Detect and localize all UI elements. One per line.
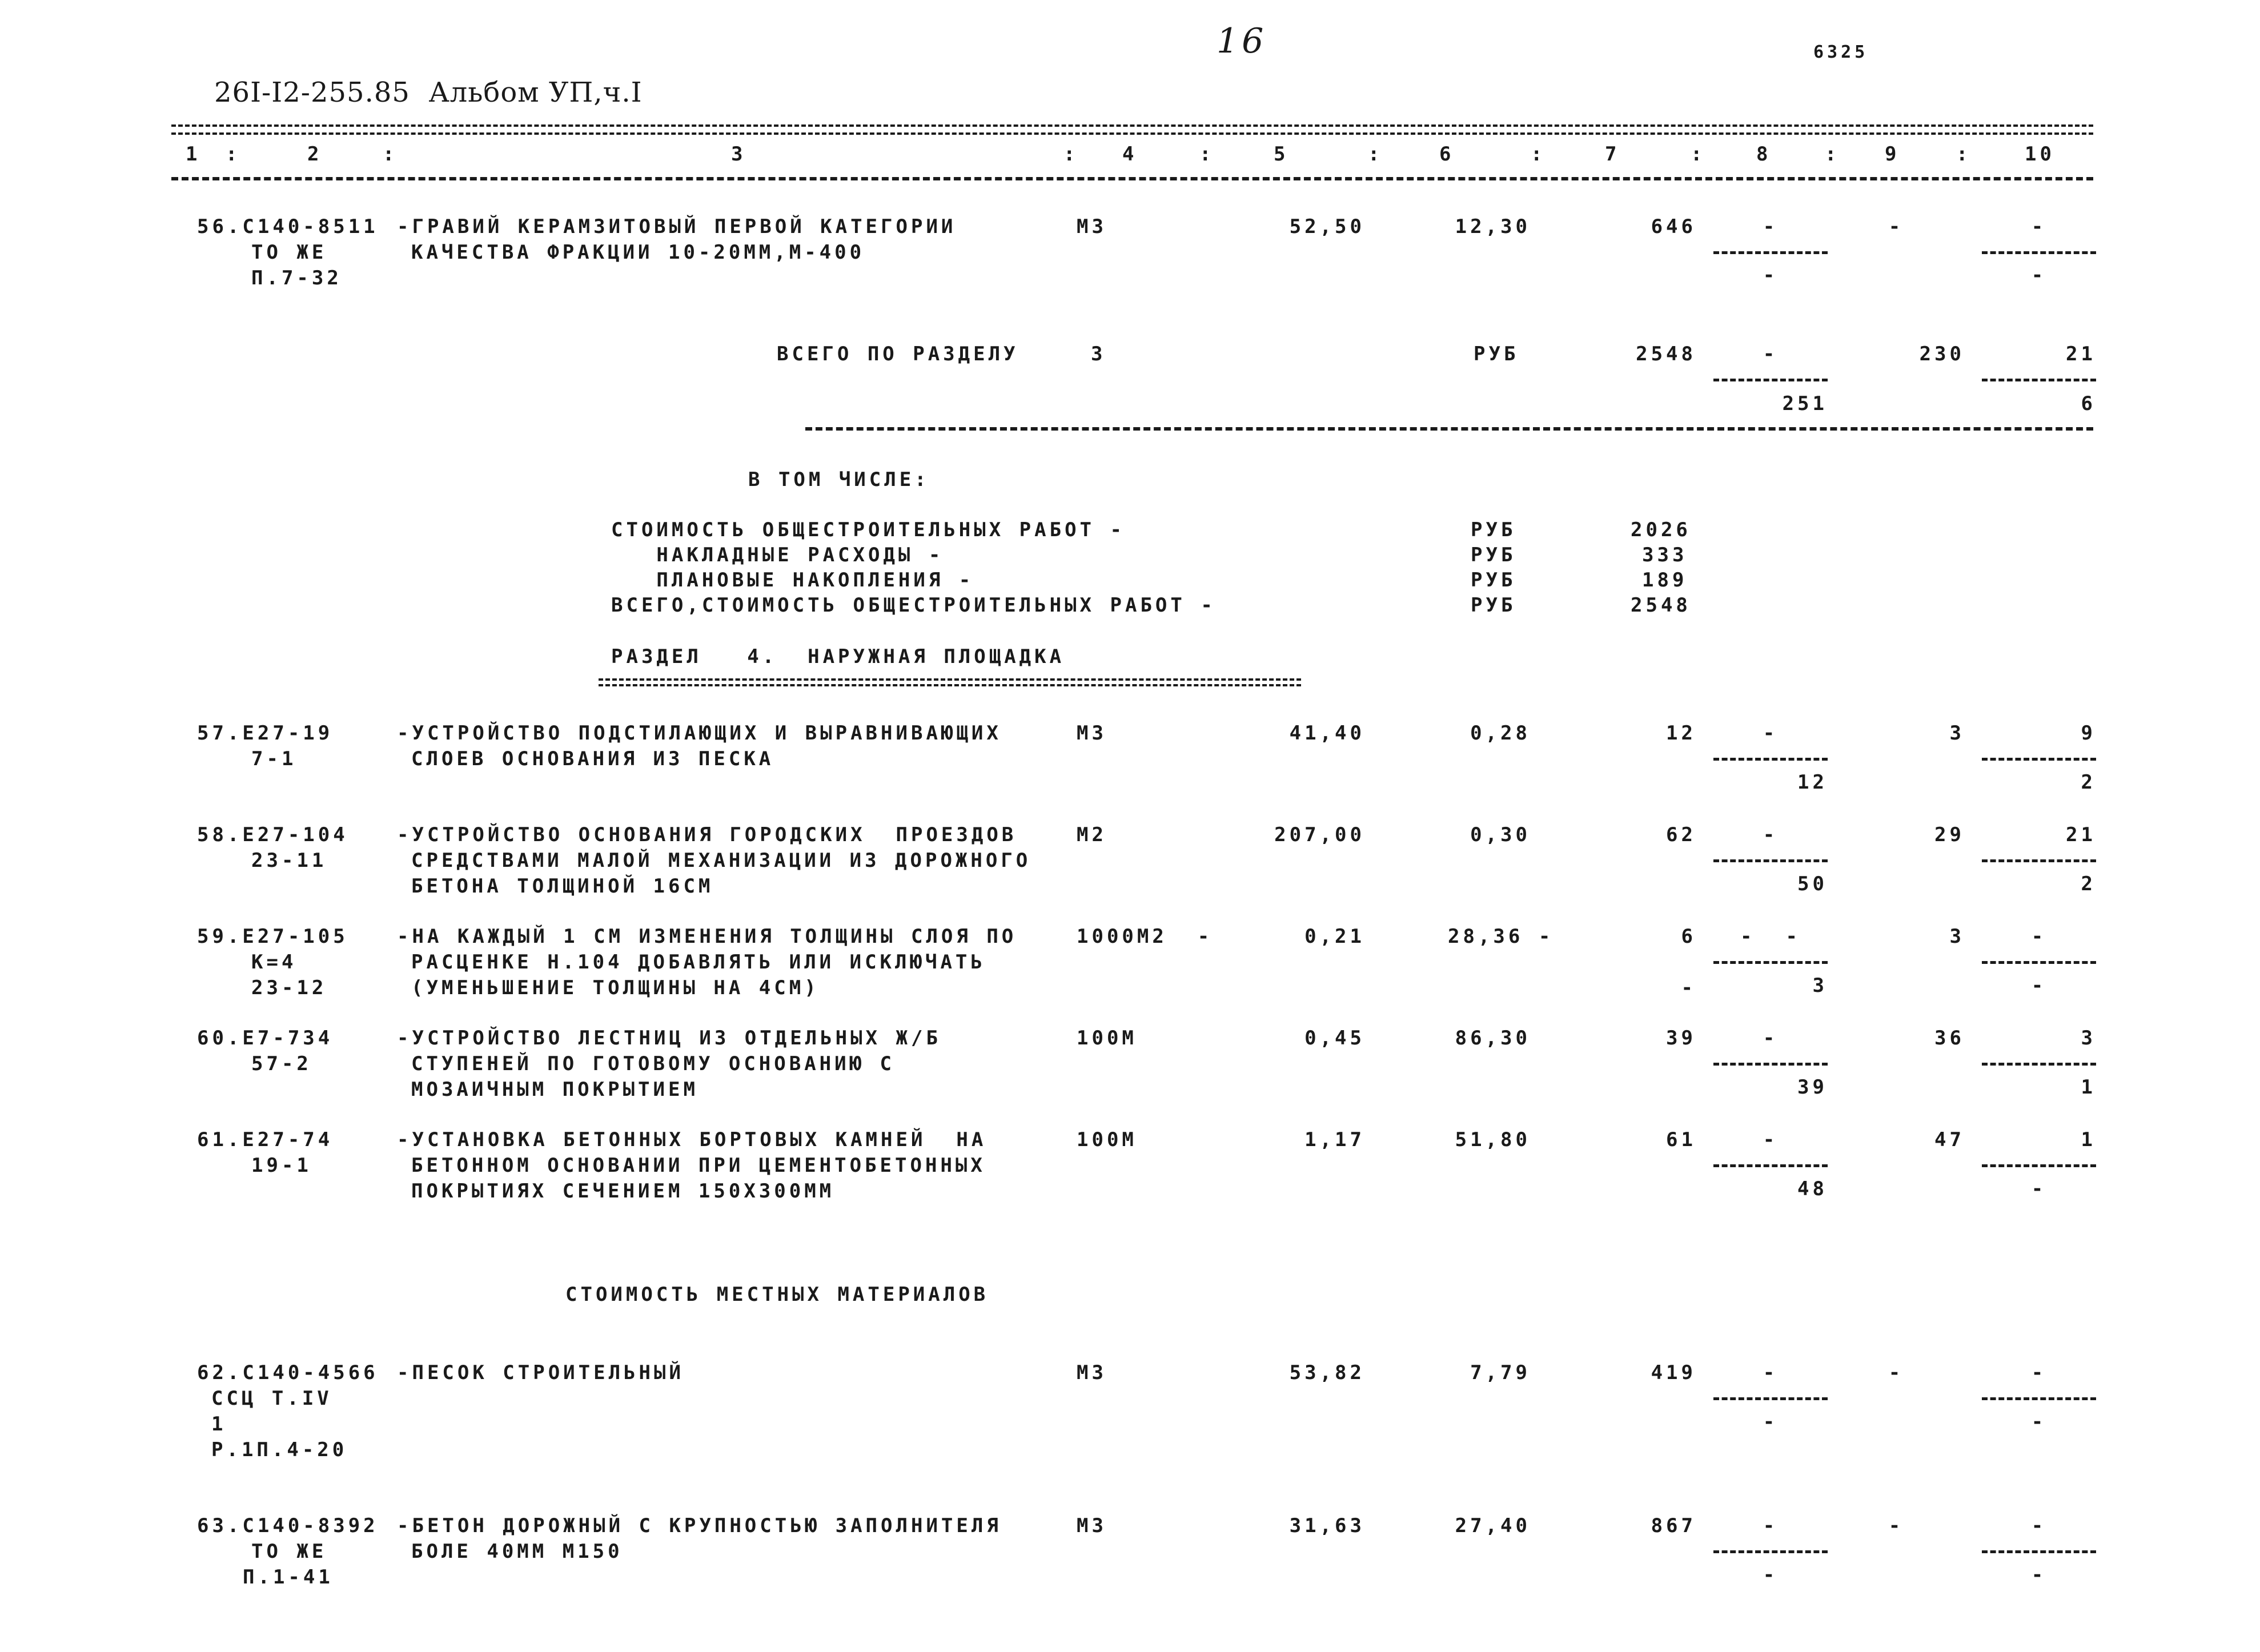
item-col9: 3 <box>1949 722 1965 745</box>
item-code: 62.С140-4566 <box>197 1361 379 1384</box>
item-description: РАСЦЕНКЕ Н.104 ДОБАВЛЯТЬ ИЛИ ИСКЛЮЧАТЬ <box>411 951 986 974</box>
item-unit-price: 0,28 <box>1470 722 1531 745</box>
item-unit: М3 <box>1077 722 1107 745</box>
section-total-rule <box>805 427 2093 431</box>
item-description: (УМЕНЬШЕНИЕ ТОЛЩИНЫ НА 4СМ) <box>411 976 820 999</box>
item-col8-bottom: 12 <box>1797 771 1828 794</box>
item-col8-bottom: 50 <box>1797 873 1828 895</box>
item-quantity: 41,40 <box>1289 722 1365 745</box>
item-unit: 100М <box>1077 1128 1137 1151</box>
section-total-label: ВСЕГО ПО РАЗДЕЛУ <box>777 343 1019 365</box>
column-header: 5 <box>1274 143 1289 166</box>
item-col8-top: - <box>1763 722 1779 745</box>
item-code: ТО ЖЕ <box>251 241 327 264</box>
item-code: 63.С140-8392 <box>197 1514 379 1537</box>
item-col8-top: - - <box>1740 925 1801 948</box>
item-unit: 100М <box>1077 1027 1137 1050</box>
column-header: 7 <box>1605 143 1620 166</box>
item-col8-top: - <box>1763 1128 1779 1151</box>
item-code: К=4 <box>251 951 297 974</box>
item-col9: 36 <box>1934 1027 1965 1050</box>
item-col8-top: - <box>1763 1361 1779 1384</box>
item-col10-bottom: - <box>2031 1177 2047 1200</box>
item-unit-price: 86,30 <box>1455 1027 1531 1050</box>
item-unit: М3 <box>1077 1514 1107 1537</box>
item-total: 39 <box>1666 1027 1696 1050</box>
item-description: -УСТРОЙСТВО ПОДСТИЛАЮЩИХ И ВЫРАВНИВАЮЩИХ <box>397 722 1002 745</box>
breakdown-unit: РУБ <box>1471 594 1516 617</box>
item-code: 61.Е27-74 <box>197 1128 334 1151</box>
item-col9: 3 <box>1949 925 1965 948</box>
column-header: 10 <box>2025 143 2055 166</box>
item-total: 867 <box>1651 1514 1696 1537</box>
item-description: БЕТОНА ТОЛЩИНОЙ 16СМ <box>411 875 714 898</box>
item-col9: - <box>1888 1514 1904 1537</box>
section-total-col9: 230 <box>1919 343 1965 365</box>
breakdown-label: СТОИМОСТЬ ОБЩЕСТРОИТЕЛЬНЫХ РАБОТ - <box>611 518 1125 541</box>
item-col10-top: 3 <box>2081 1027 2096 1050</box>
breakdown-label: ПЛАНОВЫЕ НАКОПЛЕНИЯ - <box>611 569 974 592</box>
item-total-bottom: - <box>1681 976 1696 999</box>
breakdown-value: 2026 <box>1631 518 1691 541</box>
breakdown-value: 2548 <box>1631 594 1691 617</box>
item-total: 12 <box>1666 722 1696 745</box>
item-unit: 1000М2 - <box>1077 925 1213 948</box>
item-col10-bottom: - <box>2031 974 2047 997</box>
item-code: 59.Е27-105 <box>197 925 348 948</box>
item-col10-top: 9 <box>2081 722 2096 745</box>
item-col10-top: - <box>2031 215 2047 238</box>
item-description: БОЛЕ 40ММ М150 <box>411 1540 623 1563</box>
item-description: -УСТАНОВКА БЕТОННЫХ БОРТОВЫХ КАМНЕЙ НА <box>397 1128 987 1151</box>
item-total: 419 <box>1651 1361 1696 1384</box>
item-col10-top: - <box>2031 1361 2047 1384</box>
item-col8-top: - <box>1763 823 1779 846</box>
item-col10-bottom: - <box>2031 1563 2047 1586</box>
document-header: 26I-I2-255.85 Альбом УП,ч.I <box>214 77 643 108</box>
item-code: 58.Е27-104 <box>197 823 348 846</box>
item-quantity: 31,63 <box>1289 1514 1365 1537</box>
column-header: 8 <box>1756 143 1772 166</box>
item-description: СРЕДСТВАМИ МАЛОЙ МЕХАНИЗАЦИИ ИЗ ДОРОЖНОГО <box>411 849 1031 872</box>
item-quantity: 53,82 <box>1289 1361 1365 1384</box>
item-description: МОЗАИЧНЫМ ПОКРЫТИЕМ <box>411 1078 699 1101</box>
header-bottom-rule <box>171 177 2093 180</box>
column-header: 1 <box>186 143 201 166</box>
breakdown-value: 333 <box>1642 544 1688 566</box>
item-description: -БЕТОН ДОРОЖНЫЙ С КРУПНОСТЬЮ ЗАПОЛНИТЕЛЯ <box>397 1514 1002 1537</box>
item-col10-bottom: 1 <box>2081 1076 2096 1099</box>
item-col8-top: - <box>1763 215 1779 238</box>
section-total-col10-bottom: 6 <box>2081 392 2096 415</box>
item-col10-top: - <box>2031 1514 2047 1537</box>
column-header: 9 <box>1885 143 1900 166</box>
item-unit-price: 0,30 <box>1470 823 1531 846</box>
section-total-unit: РУБ <box>1474 343 1519 365</box>
item-code: 23-12 <box>251 976 327 999</box>
item-unit-price: 51,80 <box>1455 1128 1531 1151</box>
item-description: -УСТРОЙСТВО ОСНОВАНИЯ ГОРОДСКИХ ПРОЕЗДОВ <box>397 823 1017 846</box>
item-col9: 47 <box>1934 1128 1965 1151</box>
section-total-col8-bottom: 251 <box>1782 392 1828 415</box>
item-description: КАЧЕСТВА ФРАКЦИИ 10-20ММ,М-400 <box>411 241 865 264</box>
item-quantity: 0,45 <box>1304 1027 1365 1050</box>
item-code: 1 <box>211 1413 227 1436</box>
item-total: 61 <box>1666 1128 1696 1151</box>
item-code: 7-1 <box>251 747 297 770</box>
breakdown-unit: РУБ <box>1471 518 1516 541</box>
document-page: 16 6325 26I-I2-255.85 Альбом УП,ч.I 1 2 3 4 5 6 7 8 9 10 : : : : : : : : : 56.С140-8511 ТО ЖЕ П.7-32 -ГРАВИЙ КЕРАМЗИТОВЫЙ ПЕРВОЙ КАТЕГОРИИ КАЧЕСТВА ФРАКЦИИ 10-20ММ,М-400 М3 52,50 12,30 646 - - - - - ВСЕГО ПО РАЗДЕЛУ 3 РУБ 2548 - 251 230 21 6 В ТОМ ЧИСЛЕ: СТОИМОСТЬ ОБЩЕСТРОИТЕЛЬНЫХ РАБОТ - РУБ 2026 НАКЛАДНЫЕ РАСХОДЫ - РУБ 333 ПЛАНОВЫЕ НАКОПЛЕНИЯ - РУБ 189 ВСЕГО,СТОИМОСТЬ ОБЩЕСТРОИТЕЛЬНЫХ РАБОТ - РУБ 2548 РАЗДЕЛ 4. НАРУЖНАЯ ПЛОЩАДКА 57.Е27-19 7-1 -УСТРОЙСТВО ПОДСТИЛАЮЩИХ И ВЫРАВНИВАЮЩИХ СЛОЕВ ОСНОВАНИЯ ИЗ ПЕСКА М3 41,40 0,28 12 - 12 3 9 2 58.Е27-104 23-11 -УСТРОЙСТВО ОСНОВАНИЯ ГОРОДСКИХ ПРОЕЗДОВ СРЕДСТВАМИ МАЛОЙ МЕХАНИЗАЦИИ ИЗ ДОРОЖНОГО БЕТОНА ТОЛЩИНОЙ 16СМ М2 207,00 0,30 62 - 50 29 21 2 59.Е27-105 К=4 23-12 -НА КАЖДЫЙ 1 СМ ИЗМЕНЕНИЯ ТОЛЩИНЫ СЛОЯ ПО РАСЦЕНКЕ Н.104 ДОБАВЛЯТЬ ИЛИ ИСКЛЮЧАТЬ (УМЕНЬШЕНИЕ ТОЛЩИНЫ НА 4СМ) 1000М2 - 0,21 28,36 - 6 - - - 3 3 - - 60.Е7-734 57-2 -УСТРОЙСТВО ЛЕСТНИЦ ИЗ ОТДЕЛЬНЫХ Ж/Б СТУПЕНЕЙ ПО ГОТОВОМУ ОСНОВАНИЮ С МОЗАИЧНЫМ ПОКРЫТИЕМ 100М 0,45 86,30 39 - 39 36 3 1 61.Е27-74 19-1 -УСТАНОВКА БЕТОННЫХ БОРТОВЫХ КАМНЕЙ НА БЕТОННОМ ОСНОВАНИИ ПРИ ЦЕМЕНТОБЕТОННЫХ ПОКРЫТИЯХ СЕЧЕНИЕМ 150Х300ММ 100М 1,17 51,80 61 - 48 47 1 - СТОИМОСТЬ МЕСТНЫХ МАТЕРИАЛОВ 62.С140-4566 ССЦ Т.IV 1 Р.1П.4-20 -ПЕСОК СТРОИТЕЛЬНЫЙ М3 53,82 7,79 419 - - - - - 63.С140-8392 ТО ЖЕ П.1-41 -БЕТОН ДОРОЖНЫЙ С КРУПНОСТЬЮ ЗАПОЛНИТЕЛЯ БОЛЕ 40ММ М150 М3 31,63 27,40 867 - - - - - <box>0 0 2260 1652</box>
item-col10-bottom: - <box>2031 1410 2047 1433</box>
item-description: -ПЕСОК СТРОИТЕЛЬНЫЙ <box>397 1361 684 1384</box>
item-quantity: 207,00 <box>1274 823 1365 846</box>
item-description: ПОКРЫТИЯХ СЕЧЕНИЕМ 150Х300ММ <box>411 1180 835 1203</box>
item-col8-bottom: 48 <box>1797 1177 1828 1200</box>
item-code: П.7-32 <box>251 267 342 290</box>
corner-code: 6325 <box>1813 42 1869 62</box>
item-code: 57-2 <box>251 1052 312 1075</box>
item-unit-price: 7,79 <box>1470 1361 1531 1384</box>
item-col8-top: - <box>1763 1514 1779 1537</box>
section-title: РАЗДЕЛ 4. НАРУЖНАЯ ПЛОЩАДКА <box>611 645 1065 668</box>
item-description: -УСТРОЙСТВО ЛЕСТНИЦ ИЗ ОТДЕЛЬНЫХ Ж/Б <box>397 1027 941 1050</box>
item-code: 57.Е27-19 <box>197 722 334 745</box>
breakdown-value: 189 <box>1642 569 1688 592</box>
item-description: СТУПЕНЕЙ ПО ГОТОВОМУ ОСНОВАНИЮ С <box>411 1052 896 1075</box>
item-code: 23-11 <box>251 849 327 872</box>
item-col10-top: 1 <box>2081 1128 2096 1151</box>
item-col8-bottom: - <box>1763 1410 1779 1433</box>
item-col10-bottom: - <box>2031 264 2047 287</box>
section-total-value: 2548 <box>1636 343 1696 365</box>
item-total: 62 <box>1666 823 1696 846</box>
item-col10-bottom: 2 <box>2081 873 2096 895</box>
section-title-underline <box>599 678 1301 686</box>
item-col8-bottom: 39 <box>1797 1076 1828 1099</box>
item-code: 56.С140-8511 <box>197 215 379 238</box>
item-quantity: 1,17 <box>1304 1128 1365 1151</box>
item-unit-price: 27,40 <box>1455 1514 1531 1537</box>
column-header: 6 <box>1439 143 1455 166</box>
column-header: 2 <box>307 143 323 166</box>
item-col9: 29 <box>1934 823 1965 846</box>
item-total: 6 <box>1681 925 1696 948</box>
header-top-rule <box>171 124 2093 135</box>
breakdown-unit: РУБ <box>1471 544 1516 566</box>
item-unit-price: 28,36 - <box>1448 925 1554 948</box>
item-code: ТО ЖЕ <box>251 1540 327 1563</box>
item-description: СЛОЕВ ОСНОВАНИЯ ИЗ ПЕСКА <box>411 747 774 770</box>
column-header: 3 <box>731 143 746 166</box>
breakdown-label: НАКЛАДНЫЕ РАСХОДЫ - <box>611 544 944 566</box>
item-description: -НА КАЖДЫЙ 1 СМ ИЗМЕНЕНИЯ ТОЛЩИНЫ СЛОЯ ПО <box>397 925 1017 948</box>
item-col10-top: - <box>2031 925 2047 948</box>
breakdown-unit: РУБ <box>1471 569 1516 592</box>
section-total-col8-top: - <box>1763 343 1779 365</box>
item-col8-bottom: - <box>1763 264 1779 287</box>
item-col8-bottom: - <box>1763 1563 1779 1586</box>
item-description: -ГРАВИЙ КЕРАМЗИТОВЫЙ ПЕРВОЙ КАТЕГОРИИ <box>397 215 957 238</box>
item-col8-top: - <box>1763 1027 1779 1050</box>
item-col9: - <box>1888 215 1904 238</box>
item-unit-price: 12,30 <box>1455 215 1531 238</box>
item-quantity: 0,21 <box>1304 925 1365 948</box>
item-code: Р.1П.4-20 <box>211 1438 348 1461</box>
item-total: 646 <box>1651 215 1696 238</box>
section-total-col10-top: 21 <box>2066 343 2096 365</box>
item-description: БЕТОННОМ ОСНОВАНИИ ПРИ ЦЕМЕНТОБЕТОННЫХ <box>411 1154 986 1177</box>
item-unit: М2 <box>1077 823 1107 846</box>
item-col8-bottom: 3 <box>1812 974 1828 997</box>
item-quantity: 52,50 <box>1289 215 1365 238</box>
section-number: 3 <box>1091 343 1106 365</box>
page-number: 16 <box>1217 21 1267 61</box>
breakdown-label: ВСЕГО,СТОИМОСТЬ ОБЩЕСТРОИТЕЛЬНЫХ РАБОТ - <box>611 594 1216 617</box>
local-materials-heading: СТОИМОСТЬ МЕСТНЫХ МАТЕРИАЛОВ <box>565 1283 989 1306</box>
item-code: 60.Е7-734 <box>197 1027 334 1050</box>
item-code: П.1-41 <box>243 1566 334 1589</box>
item-col10-bottom: 2 <box>2081 771 2096 794</box>
column-header: 4 <box>1122 143 1138 166</box>
item-col10-top: 21 <box>2066 823 2096 846</box>
item-unit: М3 <box>1077 1361 1107 1384</box>
item-unit: М3 <box>1077 215 1107 238</box>
breakdown-heading: В ТОМ ЧИСЛЕ: <box>748 468 930 491</box>
item-code: ССЦ Т.IV <box>211 1387 332 1410</box>
item-col9: - <box>1888 1361 1904 1384</box>
item-code: 19-1 <box>251 1154 312 1177</box>
